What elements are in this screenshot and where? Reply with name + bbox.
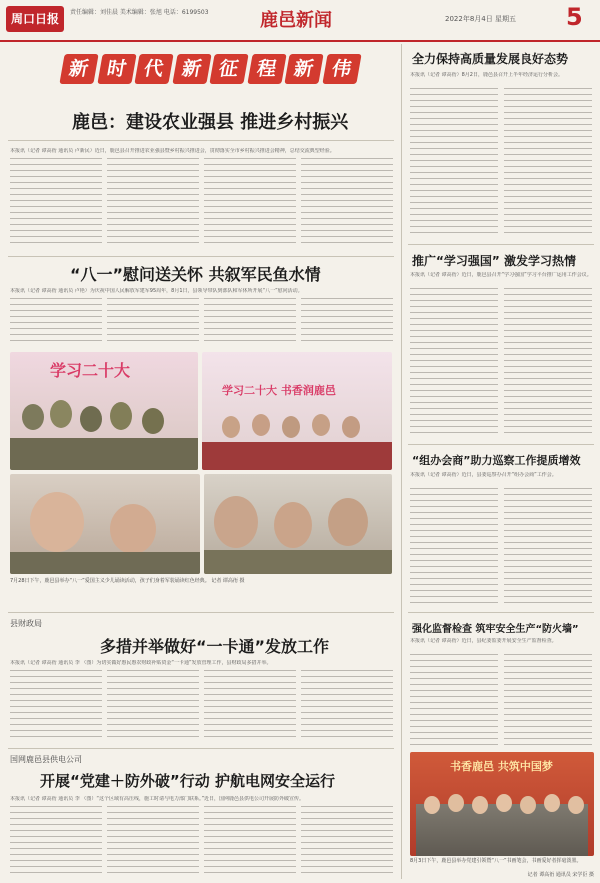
photo-caption: 8月3日下午，鹿邑县举办党建引领暨“八一”书画笔会，书画爱好者挥毫泼墨。: [410, 858, 582, 864]
photo-children-chorus: [202, 352, 392, 470]
photo-caption: 7月28日下午，鹿邑县举办“八一”爱国主义少儿诵读活动，孩子们身着军装诵读红色经典。 记者 谭高衎 摄: [10, 578, 245, 584]
slogan-char: 程: [247, 54, 286, 84]
dept1-intro: 本报讯（记者 谭高衎 通讯员 李 （图）为切实做好惠民惠农财政补贴资金“一卡通”发放管理工作，县财政局多措并举。: [10, 660, 272, 666]
photo-banner: 学习二十大: [50, 361, 131, 380]
divider: [8, 256, 394, 257]
right-intro-3: 本报讯（记者 谭高衎）近日，县委巡察办召开“组办会商”工作会。: [410, 472, 557, 478]
text-column: [410, 488, 498, 606]
dept-tag: 国网鹿邑县供电公司: [10, 755, 82, 764]
dept1-headline: 多措并举做好“一卡通”发放工作: [100, 637, 330, 656]
text-column: [504, 488, 592, 606]
text-column: [504, 288, 592, 438]
photo-children-reading: [10, 352, 198, 470]
masthead-meta-line: 责任编辑：刘佳晨 美术编辑：张旭 电话：6199503: [70, 9, 209, 16]
text-column: [204, 298, 296, 344]
right-intro-4: 本报讯（记者 谭高衎）近日，县纪委监委开展安全生产监督检查。: [410, 638, 557, 644]
slogan-char: 代: [134, 54, 173, 84]
divider: [408, 612, 594, 613]
text-column: [504, 654, 592, 746]
slogan-char: 新: [172, 54, 211, 84]
divider: [408, 244, 594, 245]
text-column: [107, 158, 199, 246]
text-column: [301, 806, 393, 876]
right-headline-3: “组办会商”助力巡察工作提质增效: [412, 454, 581, 467]
lead-headline: 鹿邑：建设农业强县 推进乡村振兴: [72, 112, 349, 133]
text-column: [204, 670, 296, 740]
text-column: [10, 298, 102, 344]
text-column: [301, 298, 393, 344]
photo-banner: 书香鹿邑 共筑中国梦: [450, 760, 553, 773]
dept2-headline: 开展“党建＋防外破”行动 护航电网安全运行: [40, 772, 335, 790]
photo-kids-group: [204, 474, 392, 574]
text-column: [301, 158, 393, 246]
column-divider: [401, 44, 402, 879]
text-column: [410, 654, 498, 746]
slogan-char: 时: [97, 54, 136, 84]
article2-intro: 本报讯（记者 谭高衎 通讯员 卢艳）为庆祝中国人民解放军建军95周年，8月1日，县领导带队到部队和军休所开展“八一”慰问活动。: [10, 288, 303, 294]
photo-banner: 学习二十大 书香润鹿邑: [222, 384, 336, 397]
slogan-char: 征: [209, 54, 248, 84]
newspaper-logo: 周口日报: [6, 6, 64, 32]
right-headline-4: 强化监督检查 筑牢安全生产“防火墙”: [412, 624, 579, 635]
photo-calligraphy-event: [410, 752, 594, 856]
text-column: [410, 88, 498, 238]
text-column: [10, 670, 102, 740]
dept-tag: 县财政局: [10, 619, 42, 628]
divider: [8, 140, 394, 141]
text-column: [107, 298, 199, 344]
photo-credit: 记者 谭高衎 通讯员 宋学臣 摄: [527, 872, 594, 878]
text-column: [204, 806, 296, 876]
text-column: [107, 670, 199, 740]
text-column: [10, 806, 102, 876]
slogan-banner: [62, 54, 362, 86]
article2-headline: “八一”慰问送关怀 共叙军民鱼水情: [70, 265, 321, 284]
right-headline-1: 全力保持高质量发展良好态势: [412, 52, 569, 66]
section-title: 鹿邑新闻: [260, 10, 332, 31]
divider: [408, 444, 594, 445]
text-column: [10, 158, 102, 246]
text-column: [301, 670, 393, 740]
masthead-meta: [70, 8, 255, 17]
text-column: [504, 88, 592, 238]
right-intro-1: 本报讯（记者 谭高衎）8月2日，鹿邑县召开上半年经济运行分析会。: [410, 72, 563, 78]
right-intro-2: 本报讯（记者 谭高衎）近日，鹿邑县召开“学习强国”学习平台推广运用工作会议。: [410, 272, 592, 278]
slogan-char: 新: [59, 54, 98, 84]
issue-date: 2022年8月4日 星期五: [445, 15, 516, 23]
page-number: 5: [566, 3, 583, 31]
lead-intro: 本报讯（记者 谭高衎 通讯员 卢新民）近日，鹿邑县召开推进农业强县暨乡村振兴推进会，贯彻落实全市乡村振兴推进会精神，总结交流典型经验。: [10, 148, 335, 154]
slogan-char: 伟: [322, 54, 361, 84]
text-column: [410, 288, 498, 438]
divider: [8, 748, 394, 749]
slogan-char: 新: [284, 54, 323, 84]
text-column: [204, 158, 296, 246]
text-column: [107, 806, 199, 876]
right-headline-2: 推广“学习强国” 激发学习热情: [412, 254, 576, 268]
dept2-intro: 本报讯（记者 谭高衎 通讯员 李 （图）“这个区域有高压线，施工时请与电力部门联系。”近日，国网鹿邑县供电公司开展防外破宣传。: [10, 796, 305, 802]
divider: [8, 612, 394, 613]
photo-child-closeup: [10, 474, 200, 574]
